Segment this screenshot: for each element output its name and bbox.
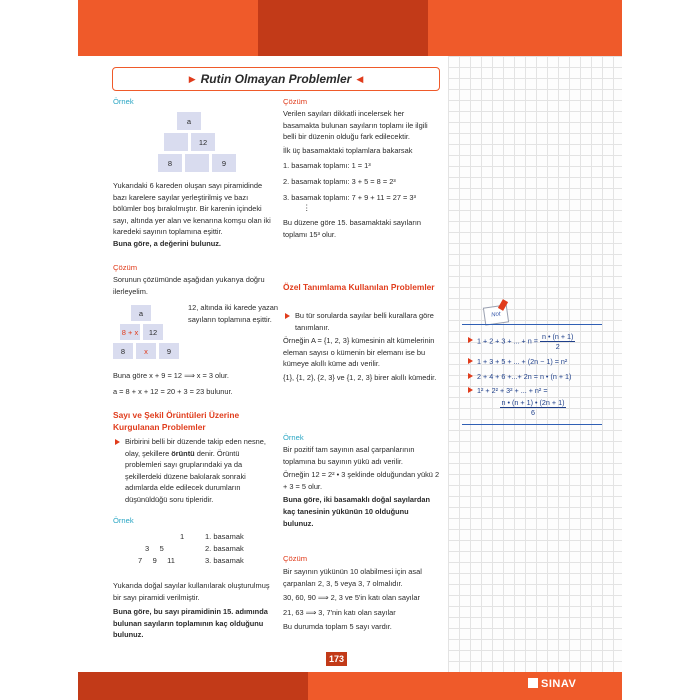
ozel-example: Örneğin A = {1, 2, 3} kümesinin alt kümelerinin eleman sayısı o kümenin bir elemanı ise bu kümeye akıllı küme adı verilir. (283, 336, 435, 369)
ozel-sets: {1}, {1, 2}, {2, 3} ve {1, 2, 3} birer akıllı kümedir. (283, 372, 437, 382)
cozum2-text: Verilen sayıları dikkatli incelersek her basamakta bulunan sayıların toplamı ile ilgili belli bir düzenin olduğu fark edilecektir. (283, 109, 428, 142)
cozum3-line-1: 30, 60, 90 ⟹ 2, 3 ve 5'in katı olan sayılar (283, 593, 420, 603)
section-title-box (112, 67, 440, 91)
ornek2-text: Yukarıda doğal sayılar kullanılarak oluşturulmuş bir sayı piramidi verilmiştir. (113, 581, 270, 602)
ornek1-label: Örnek (113, 97, 134, 106)
ornek2-question: Buna göre, bu sayı piramidinin 15. adımında bulunan sayıların toplamının kaç olduğunu bulunuz. (113, 607, 268, 640)
ornek3-label: Örnek (283, 433, 304, 442)
heading-oruntu: Sayı ve Şekil Örüntüleri Üzerine Kurgulanan Problemler (113, 410, 240, 432)
formula-4: 1² + 2² + 3² + ... + n² = (468, 386, 548, 395)
ornek1-question: Buna göre, a değerini bulunuz. (113, 238, 221, 248)
brand-mark-icon (528, 678, 538, 688)
pyr2-mid-right: 12 (142, 323, 164, 341)
brand-logo: SINAV (528, 678, 576, 690)
cozum3-text: Bir sayının yükünün 10 olabilmesi için asal çarpanları 2, 3, 5 veya 3, 7 olmalıdır. (283, 567, 422, 588)
ornek3-example: Örneğin 12 = 2² • 3 şeklinde olduğundan yükü 2 + 3 = 5 olur. (283, 470, 440, 491)
pyr1-mid-right: 12 (190, 132, 216, 152)
cozum3-line-2: 21, 63 ⟹ 3, 7'nin katı olan sayılar (283, 607, 396, 617)
pyr1-bottom-mid (184, 153, 210, 173)
vertical-dots: ⋮ (303, 203, 311, 213)
ornek2-label: Örnek (113, 516, 134, 525)
row-2-nums: 3 5 (145, 544, 164, 553)
row-1-label: 1. basamak (205, 532, 244, 541)
ornek3-question: Buna göre, iki basamaklı doğal sayılardan kaç tanesinin yükünün 10 olduğunu bulunuz. (283, 495, 431, 528)
pyr2-mid-left: 8 + x (119, 323, 141, 341)
arrow-right-icon: ▶ (188, 73, 196, 84)
note-icon: Not (483, 304, 509, 325)
header-notch (310, 40, 370, 56)
row-3-nums: 7 9 11 (138, 556, 175, 565)
cozum2-result: Bu düzene göre 15. basamaktaki sayıların toplamı 15³ olur. (283, 218, 422, 239)
pyr1-bottom-right: 9 (211, 153, 237, 173)
pyr1-bottom-left: 8 (157, 153, 183, 173)
sum-line-3: 3. basamak toplamı: 7 + 9 + 11 = 27 = 3³ (283, 192, 416, 202)
cozum2-label: Çözüm (283, 97, 308, 106)
oruntu-definition: Birbirini belli bir düzende takip eden nesne, olay, şekillere örüntü denir. Örüntü problemleri sayı gruplarındaki ya da şekillerdeki düzene bakılarak sonraki adımlarda elde edilecek durumların düşünüldüğü soru tipleridir. (113, 436, 275, 506)
pyr2-top: a (130, 304, 152, 322)
sum-line-1: 1. basamak toplamı: 1 = 1³ (283, 161, 371, 171)
footer-band-accent (78, 672, 308, 700)
section-title: Rutin Olmayan Problemler (200, 72, 352, 86)
formula-1: 1 + 2 + 3 + ... + n = $\frac{n • (n + 1)}{2}$ (468, 332, 575, 351)
pyr1-top: a (176, 111, 202, 131)
pyr2-bottom-mid: x (135, 342, 157, 360)
row-2-label: 2. basamak (205, 544, 244, 553)
pyr2-bottom-left: 8 (112, 342, 134, 360)
note-top-line (462, 324, 602, 325)
heading-ozel: Özel Tanımlama Kullanılan Problemler (283, 282, 435, 292)
cozum1-text: Sorunun çözümünde aşağıdan yukarıya doğru ilerleyelim. (113, 275, 265, 296)
ornek1-text: Yukarıdaki 6 kareden oluşan sayı piramidinde bazı karelere sayılar yerleştirilmiş ve bazı bölümler boş bırakılmıştır. Bir karenin içindeki sayı, altında yer alan ve kenarına komşu olan iki karedeki sayının toplamına eşittir. (113, 181, 271, 237)
note-bottom-line (462, 424, 602, 425)
ornek3-text: Bir pozitif tam sayının asal çarpanlarının toplamına bu sayının yükü adı verilir. (283, 445, 415, 466)
page-number: 173 (326, 652, 347, 666)
arrow-left-icon: ◀ (356, 73, 364, 84)
formula-4-fraction: $\frac{n • (n + 1) • (2n + 1)}{6}$ (501, 398, 565, 417)
cozum1-label: Çözüm (113, 263, 138, 272)
cozum3-label: Çözüm (283, 554, 308, 563)
pyr2-bottom-right: 9 (158, 342, 180, 360)
eq1: Buna göre x + 9 = 12 ⟹ x = 3 olur. (113, 371, 229, 380)
eq2: a = 8 + x + 12 = 20 + 3 = 23 bulunur. (113, 386, 233, 396)
formula-3: 2 + 4 + 6 +...+ 2n = n • (n + 1) (468, 372, 571, 381)
sum-line-2: 2. basamak toplamı: 3 + 5 = 8 = 2³ (283, 176, 396, 186)
pyr2-side-text: 12, altında iki karede yazan sayıların toplamına eşittir. (188, 303, 278, 324)
row-3-label: 3. basamak (205, 556, 244, 565)
formula-2: 1 + 3 + 5 + ... + (2n − 1) = n² (468, 357, 567, 366)
cozum3-result: Bu durumda toplam 5 sayı vardır. (283, 622, 392, 632)
pyr1-mid-left (163, 132, 189, 152)
ozel-bullet: Bu tür sorularda sayılar belli kurallara göre tanımlanır. (283, 310, 441, 333)
cozum2-intro: İlk üç basamaktaki toplamlara bakarsak (283, 145, 413, 155)
row-1-nums: 1 (180, 532, 185, 541)
